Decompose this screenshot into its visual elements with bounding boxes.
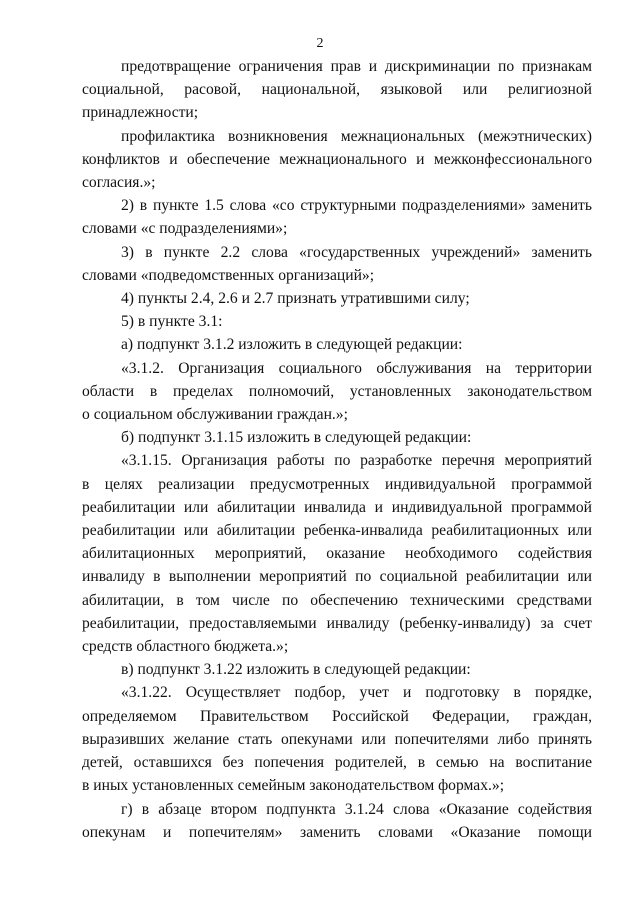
text-line: опекунам и попечителям» заменить словами «Оказание помощи [82, 823, 592, 841]
text-line: «3.1.2. Организация социального обслуживания на территории [121, 359, 592, 377]
text-line: согласия.»; [82, 174, 156, 192]
text-line: выразивших желание стать опекунами или попечителями либо принять [82, 730, 592, 748]
text-line: в целях реализации предусмотренных индивидуальной программой [82, 475, 592, 493]
text-line: о социальном обслуживании граждан.»; [82, 406, 348, 424]
text-line: в) подпункт 3.1.22 изложить в следующей редакции: [121, 661, 471, 679]
text-line: б) подпункт 3.1.15 изложить в следующей редакции: [121, 429, 472, 447]
text-line: предотвращение ограничения прав и дискриминации по признакам [121, 58, 592, 75]
text-line: принадлежности; [82, 104, 199, 122]
text-line: 5) в пункте 3.1: [121, 313, 223, 331]
text-line: 2) в пункте 1.5 слова «со структурными подразделениями» заменить [121, 197, 592, 215]
page-number: 2 [316, 36, 324, 51]
text-line: в иных установленных семейным законодательством формах.»; [82, 777, 505, 795]
text-line: словами «подведомственных организаций»; [82, 266, 375, 284]
text-line: абилитации, в том числе по обеспечению техническими средствами [82, 591, 592, 609]
text-line: 4) пункты 2.4, 2.6 и 2.7 признать утратившими силу; [121, 290, 470, 308]
text-line: а) подпункт 3.1.2 изложить в следующей редакции: [121, 336, 463, 354]
text-line: средств областного бюджета.»; [82, 638, 289, 656]
text-line: 3) в пункте 2.2 слова «государственных учреждений» заменить [121, 243, 592, 261]
text-line: «3.1.15. Организация работы по разработке перечня мероприятий [121, 452, 592, 470]
text-line: реабилитации или абилитации инвалида и индивидуальной программой [82, 498, 592, 516]
text-line: определяемом Правительством Российской Федерации, граждан, [82, 707, 592, 725]
text-line: социальной, расовой, национальной, языковой или религиозной [82, 81, 592, 99]
text-line: детей, оставшихся без попечения родителей, в семью на воспитание [82, 754, 592, 772]
text-line: реабилитации или абилитации ребенка-инвалида реабилитационных или [82, 522, 592, 540]
text-line: реабилитации, предоставляемыми инвалиду (ребенку-инвалиду) за счет [82, 614, 592, 632]
text-line: области в пределах полномочий, установленных законодательством [82, 382, 592, 400]
text-line: профилактика возникновения межнациональных (межэтнических) [121, 127, 592, 145]
text-line: абилитационных мероприятий, оказание необходимого содействия [82, 545, 592, 563]
text-line: «3.1.22. Осуществляет подбор, учет и подготовку в порядке, [121, 684, 592, 702]
document-body-text [82, 55, 592, 844]
text-line: г) в абзаце втором подпункта 3.1.24 слова «Оказание содействия [121, 800, 592, 818]
text-line: инвалиду в выполнении мероприятий по социальной реабилитации или [82, 568, 592, 586]
text-line: словами «с подразделениями»; [82, 220, 288, 238]
text-line: конфликтов и обеспечение межнационального и межконфессионального [82, 150, 592, 168]
